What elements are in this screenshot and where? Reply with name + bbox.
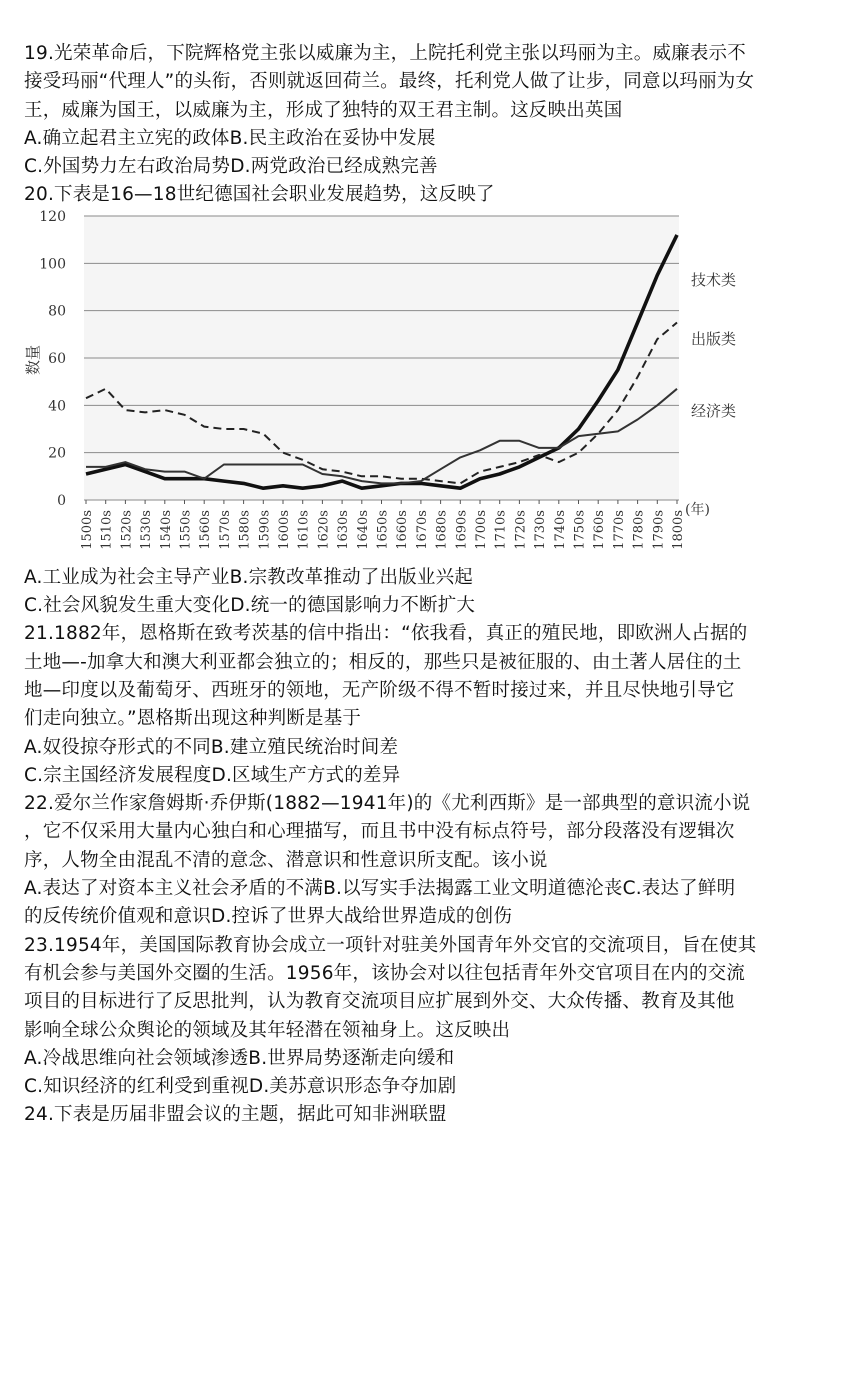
answer-options-line: A.表达了对资本主义社会矛盾的不满B.以写实手法揭露工业文明道德沦丧C.表达了鲜明	[24, 878, 736, 900]
x-tick-label: 1600s	[277, 509, 292, 550]
question-stem-line: 24.下表是历届非盟会议的主题，据此可知非洲联盟	[24, 1104, 447, 1126]
y-axis-label: 数量	[24, 344, 42, 375]
question-stem-line: 王，威廉为国王，以威廉为主，形成了独特的双王君主制。这反映出英国	[24, 99, 623, 121]
x-tick-label: 1620s	[316, 509, 332, 550]
x-tick-label: 1650s	[375, 509, 391, 550]
question-stem-line: 22.爱尔兰作家詹姆斯·乔伊斯(1882—1941年)的《尤利西斯》是一部典型的意识流小说	[24, 793, 751, 815]
x-tick-label: 1500s	[80, 509, 95, 550]
question-stem-line: 接受玛丽“代理人”的头衔，否则就返回荷兰。最终，托利党人做了让步，同意以玛丽为女	[24, 71, 755, 93]
question-stem-line: 影响全球公众舆论的领域及其年轻潜在领袖身上。这反映出	[24, 1019, 511, 1041]
x-tick-label: 1770s	[611, 509, 627, 550]
y-tick-label: 20	[48, 445, 66, 462]
x-tick-label: 1800s	[671, 509, 686, 550]
y-tick-label: 0	[57, 492, 66, 509]
x-tick-label: 1560s	[198, 509, 214, 550]
question-stem-line: 21.1882年，恩格斯在致考茨基的信中指出：“依我看，真正的殖民地，即欧洲人占据的	[24, 623, 748, 645]
chart-gridlines	[84, 216, 679, 500]
x-tick-label: 1540s	[158, 509, 174, 550]
answer-options-line: A.奴役掠夺形式的不同B.建立殖民统治时间差	[24, 736, 399, 758]
y-tick-label: 120	[39, 208, 66, 225]
x-tick-label: 1510s	[99, 509, 115, 550]
question-23	[24, 932, 839, 1102]
question-stem-line: ，它不仅采用大量内心独白和心理描写，而且书中没有标点符号，部分段落没有逻辑次	[24, 821, 735, 843]
x-tick-label: 1780s	[631, 509, 647, 550]
answer-options-line: C.外国势力左右政治局势D.两党政治已经成熟完善	[24, 156, 438, 178]
x-tick-label: 1730s	[533, 509, 549, 550]
answer-options-line: A.确立起君主立宪的政体B.民主政治在妥协中发展	[24, 127, 436, 149]
occupation-trend-chart	[24, 208, 737, 564]
answer-options-line: C.知识经济的红利受到重视D.美苏意识形态争夺加剧	[24, 1076, 457, 1098]
y-tick-label: 60	[48, 350, 66, 367]
x-tick-label: 1790s	[651, 509, 667, 550]
series-label: 出版类	[691, 329, 737, 348]
answer-options-line: C.宗主国经济发展程度D.区域生产方式的差异	[24, 764, 401, 786]
question-stem-line: 地—印度以及葡萄牙、西班牙的领地，无产阶级不得不暂时接过来，并且尽快地引导它	[24, 679, 735, 701]
question-19	[24, 40, 839, 181]
x-tick-label: 1630s	[336, 509, 352, 550]
question-21	[24, 620, 839, 790]
answer-options-line: A.工业成为社会主导产业B.宗教改革推动了出版业兴起	[24, 566, 473, 588]
question-22	[24, 790, 839, 931]
x-tick-label: 1720s	[513, 509, 529, 550]
x-tick-label: 1590s	[257, 509, 273, 550]
x-tick-label: 1740s	[552, 509, 568, 550]
x-tick-label: 1530s	[139, 509, 155, 550]
x-tick-label: 1690s	[454, 509, 470, 550]
answer-options-line: C.社会风貌发生重大变化D.统一的德国影响力不断扩大	[24, 595, 476, 617]
question-stem-line: 23.1954年，美国国际教育协会成立一项针对驻美外国青年外交官的交流项目，旨在使其	[24, 934, 757, 956]
answer-options-line: 的反传统价值观和意识D.控诉了世界大战给世界造成的创伤	[24, 906, 513, 928]
series-label: 经济类	[691, 401, 737, 420]
question-stem-line: 20.下表是16—18世纪德国社会职业发展趋势，这反映了	[24, 184, 495, 206]
x-tick-label: 1700s	[474, 509, 489, 550]
x-tick-label: 1550s	[178, 509, 194, 550]
question-stem-line: 项目的目标进行了反思批判，认为教育交流项目应扩展到外交、大众传播、教育及其他	[24, 991, 735, 1013]
question-20	[24, 181, 839, 620]
series-label: 技术类	[691, 270, 737, 289]
question-stem-line: 土地—-加拿大和澳大利亚都会独立的；相反的，那些只是被征服的、由土著人居住的土	[24, 651, 742, 673]
question-stem-line: 19.光荣革命后，下院辉格党主张以威廉为主，上院托利党主张以玛丽为主。威廉表示不	[24, 43, 746, 64]
question-stem-line: 有机会参与美国外交圈的生活。1956年，该协会对以往包括青年外交官项目在内的交流	[24, 962, 746, 984]
x-tick-label: 1520s	[119, 509, 135, 550]
answer-options-line: A.冷战思维向社会领域渗透B.世界局势逐渐走向缓和	[24, 1047, 455, 1069]
line-chart	[24, 208, 737, 564]
x-tick-label: 1760s	[592, 509, 608, 550]
x-tick-label: 1710s	[493, 509, 509, 550]
x-tick-label: 1750s	[572, 509, 588, 550]
x-tick-label: 1660s	[395, 509, 411, 550]
y-tick-label: 100	[39, 256, 66, 273]
x-tick-label: 1570s	[217, 509, 233, 550]
exam-page	[24, 40, 839, 1130]
question-stem-line: 们走向独立。”恩格斯出现这种判断是基于	[24, 708, 362, 730]
x-tick-label: 1580s	[237, 509, 253, 550]
x-axis-label: (年)	[685, 501, 710, 518]
y-tick-label: 80	[48, 303, 66, 320]
x-tick-label: 1610s	[296, 509, 312, 550]
y-tick-label: 40	[48, 398, 66, 415]
x-tick-label: 1680s	[434, 509, 450, 550]
question-24	[24, 1101, 839, 1129]
x-tick-label: 1670s	[414, 509, 430, 550]
question-stem-line: 序，人物全由混乱不清的意念、潜意识和性意识所支配。该小说	[24, 849, 548, 871]
x-tick-label: 1640s	[355, 509, 371, 550]
